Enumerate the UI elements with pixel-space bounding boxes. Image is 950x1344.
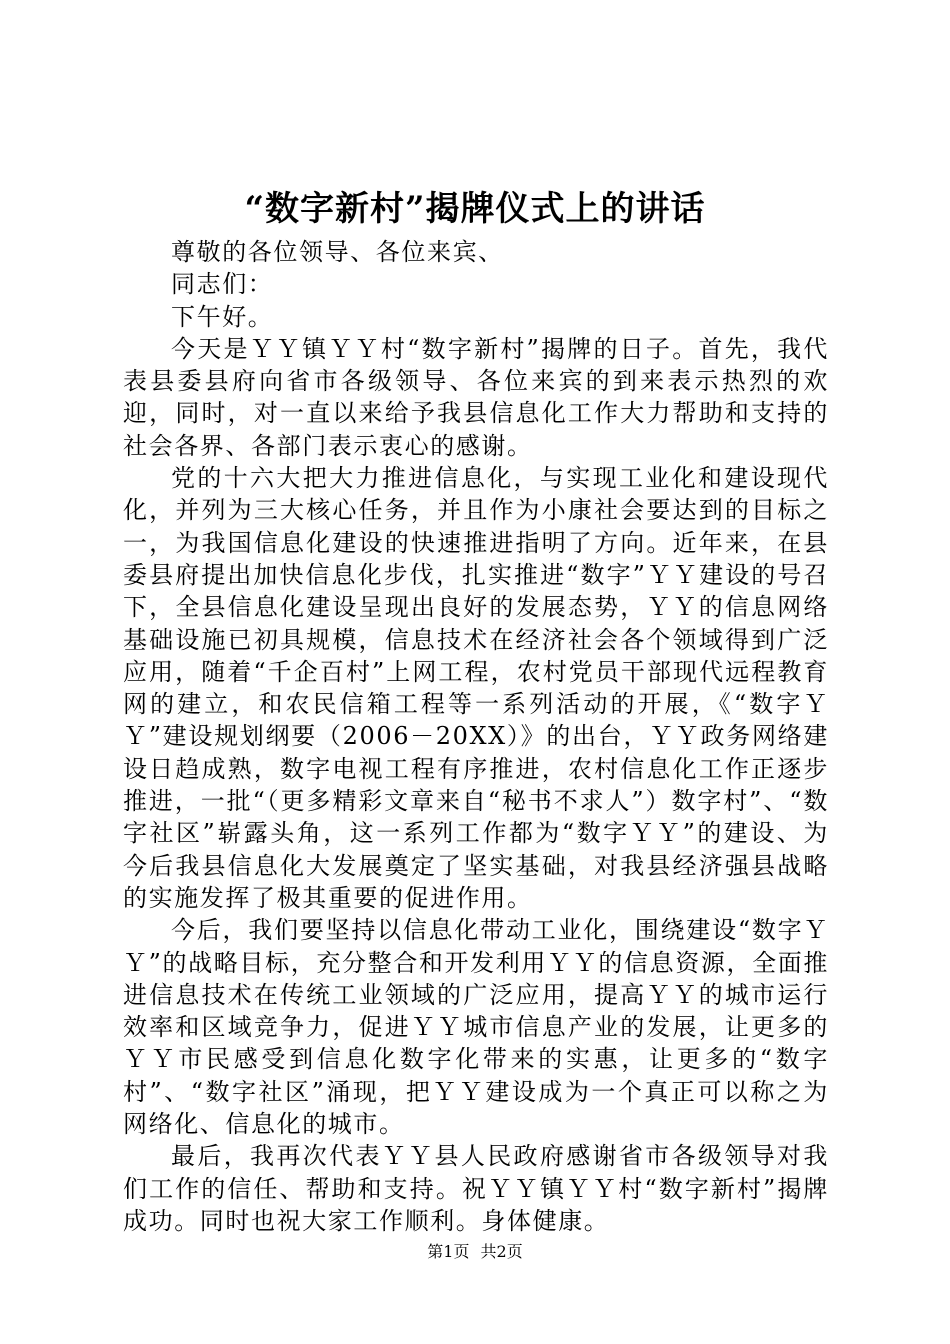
page-footer [0, 1241, 950, 1263]
paragraph-future: 今后，我们要坚持以信息化带动工业化，围绕建设“数字ＹＹ”的战略目标，充分整合和开发利用ＹＹ的信息资源，全面推进信息技术在传统工业领域的广泛应用，提高ＹＹ的城市运行效率和区域竞争力，促进ＹＹ城市信息产业的发展，让更多的ＹＹ市民感受到信息化数字化带来的实惠，让更多的“数字村”、“数字社区”涌现，把ＹＹ建设成为一个真正可以称之为网络化、信息化的城市。 [123, 916, 829, 1139]
paragraph-closing: 最后，我再次代表ＹＹ县人民政府感谢省市各级领导对我们工作的信任、帮助和支持。祝ＹＹ镇ＹＹ村“数字新村”揭牌成功。同时也祝大家工作顺利。身体健康。 [123, 1142, 829, 1235]
document-title: “数字新村”揭牌仪式上的讲话 [244, 189, 706, 229]
salutation-line-1: 尊敬的各位领导、各位来宾、 [171, 238, 504, 266]
paragraph-welcome: 今天是ＹＹ镇ＹＹ村“数字新村”揭牌的日子。首先，我代表县委县府向省市各级领导、各位来宾的到来表示热烈的欢迎，同时，对一直以来给予我县信息化工作大力帮助和支持的社会各界、各部门表示衷心的感谢。 [123, 334, 829, 460]
document-body [123, 236, 829, 1237]
salutation-line-2: 同志们： [171, 270, 274, 299]
page-number: 第1页 [427, 1242, 470, 1261]
greeting: 下午好。 [171, 302, 274, 331]
paragraph-background: 党的十六大把大力推进信息化，与实现工业化和建设现代化，并列为三大核心任务，并且作为小康社会要达到的目标之一，为我国信息化建设的快速推进指明了方向。近年来，在县委县府提出加快信息化步伐，扎实推进“数字”ＹＹ建设的号召下，全县信息化建设呈现出良好的发展态势，ＹＹ的信息网络基础设施已初具规模，信息技术在经济社会各个领域得到广泛应用，随着“千企百村”上网工程，农村党员干部现代远程教育网的建立，和农民信箱工程等一系列活动的开展，《“数字ＹＹ”建设规划纲要（2006－20XX）》的出台，ＹＹ政务网络建设日趋成熟，数字电视工程有序推进，农村信息化工作正逐步推进，一批“（更多精彩文章来自“秘书不求人”）数字村”、“数字社区”崭露头角，这一系列工作都为“数字ＹＹ”的建设、为今后我县信息化大发展奠定了坚实基础，对我县经济强县战略的实施发挥了极其重要的促进作用。 [123, 464, 829, 912]
page-total: 共2页 [480, 1242, 523, 1261]
